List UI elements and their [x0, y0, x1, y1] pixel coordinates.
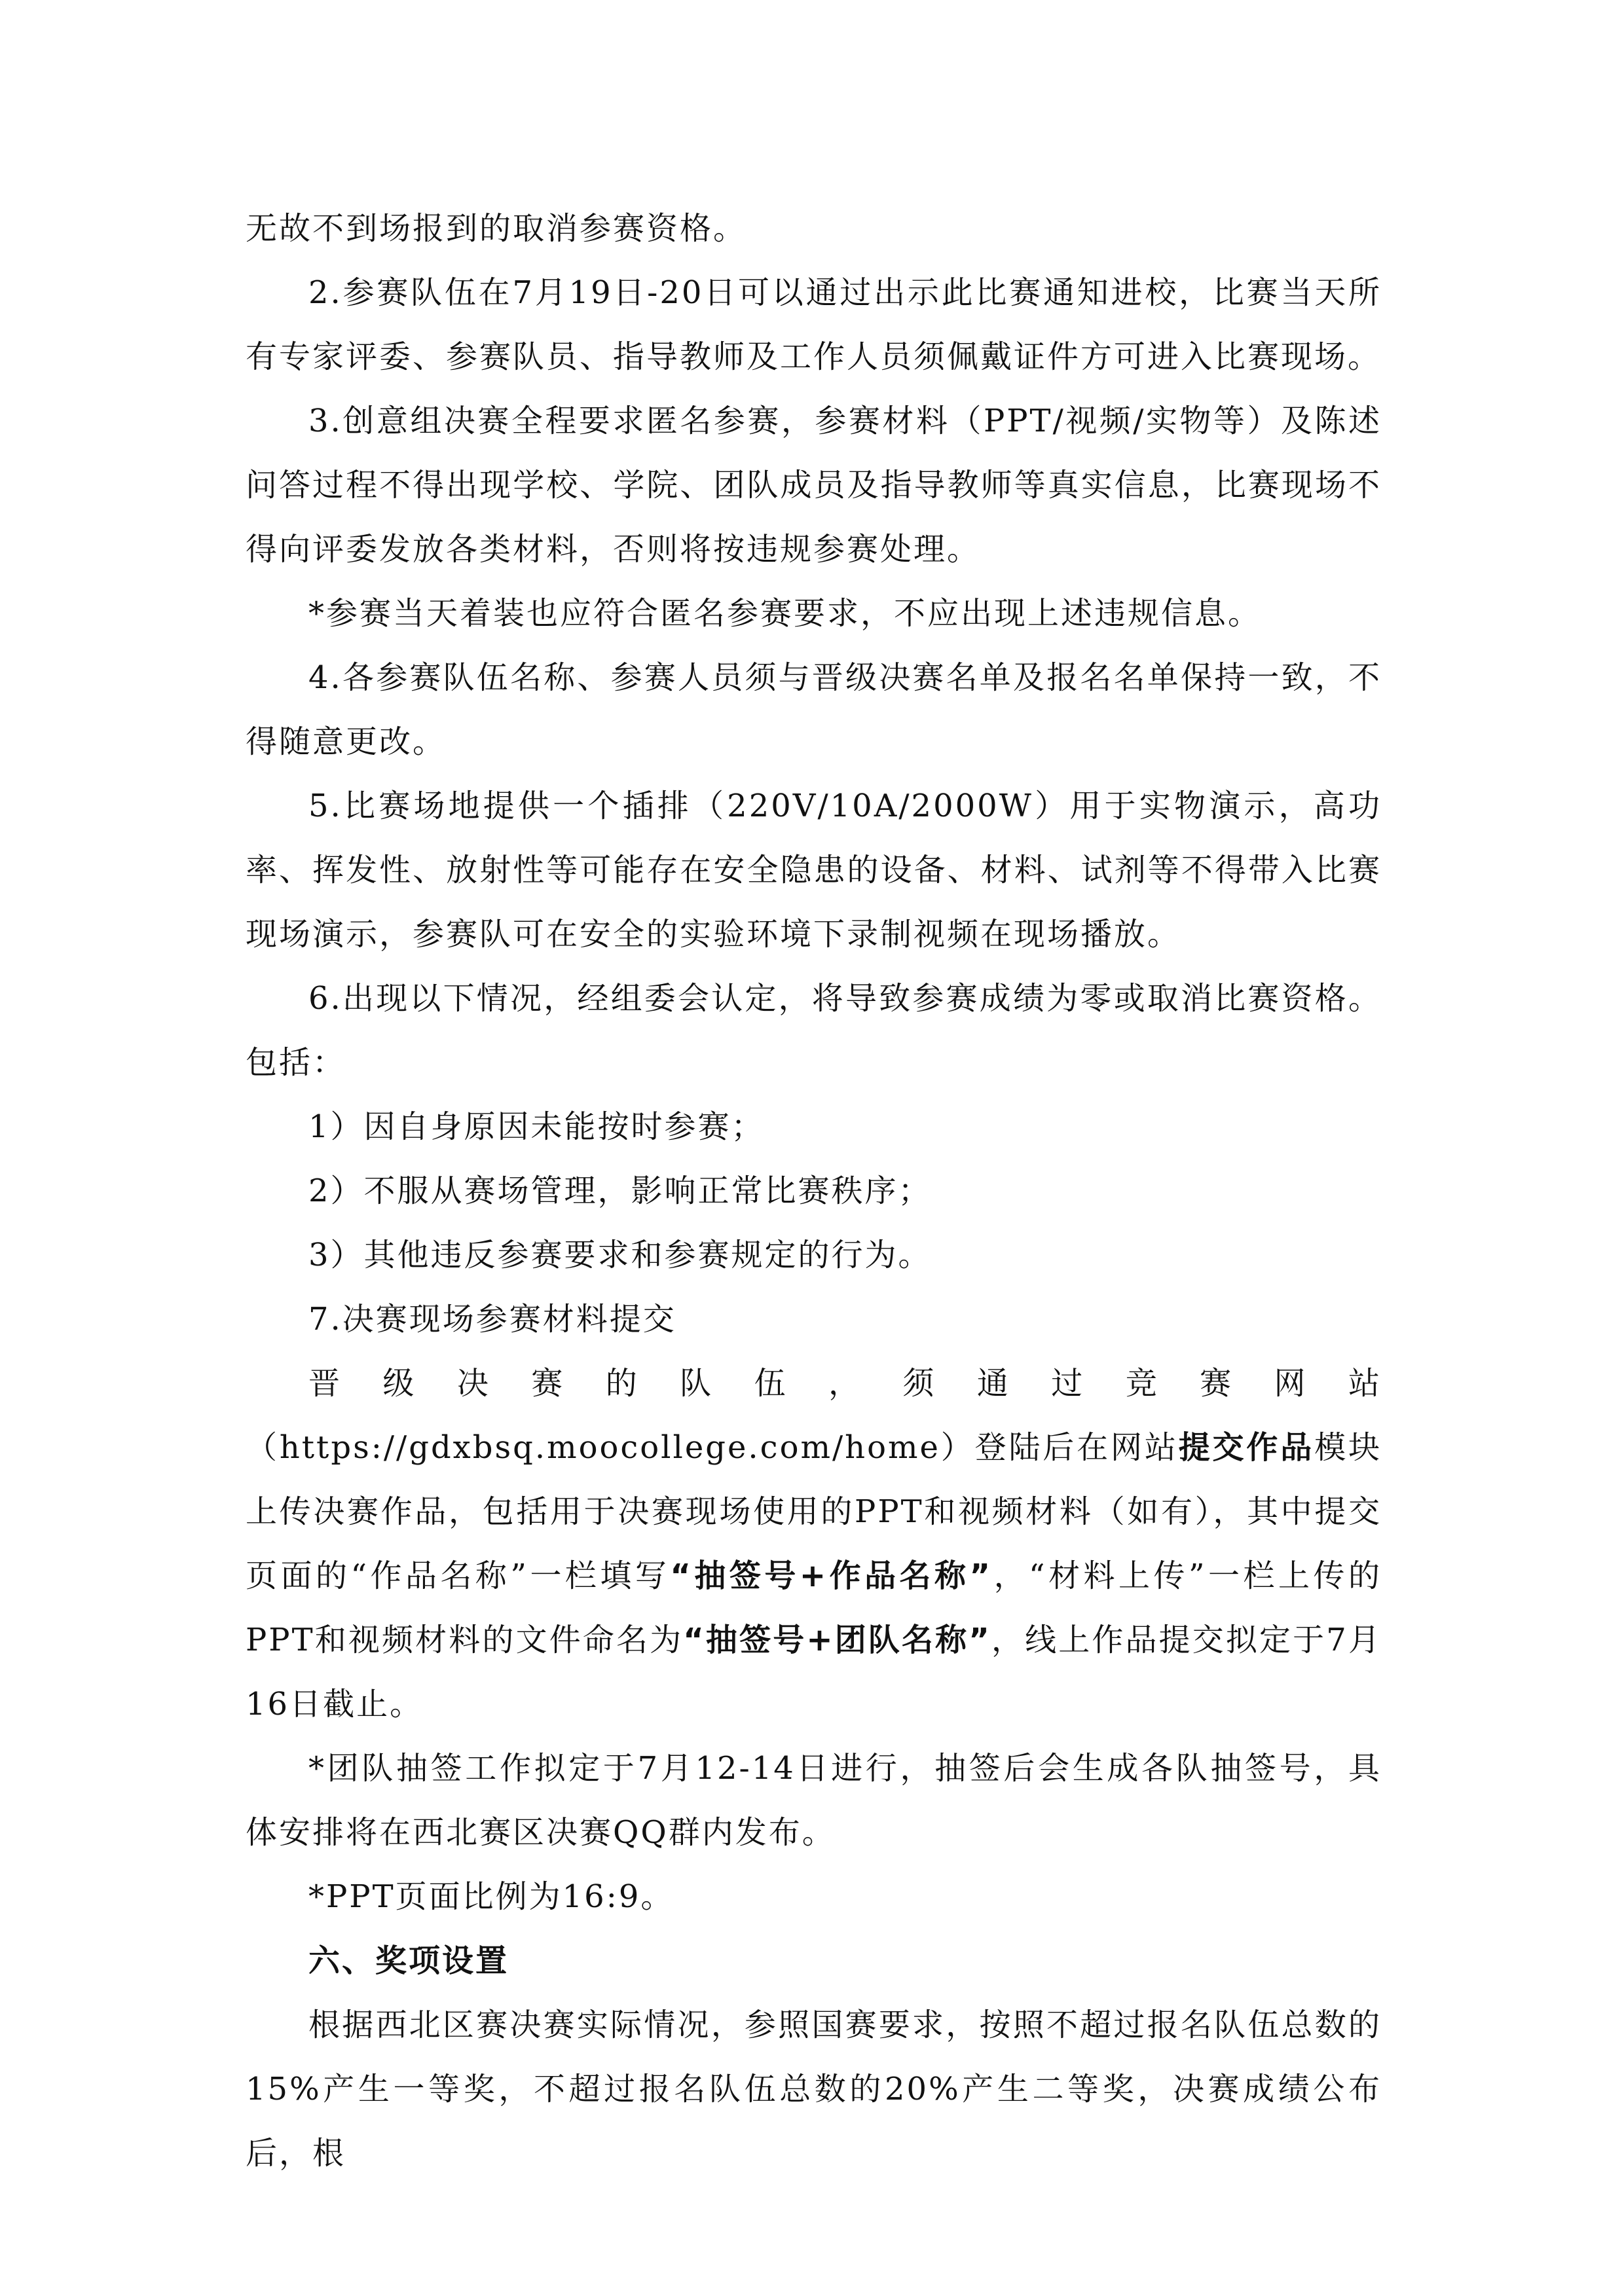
paragraph-7-note-ppt: *PPT页面比例为16:9。 [308, 1878, 674, 1915]
paragraph-7-note-draw: *团队抽签工作拟定于7月12-14日进行，抽签后会生成各队抽签号，具体安排将在西北赛区决赛QQ群内发布。 [246, 1750, 1382, 1851]
paragraph-5-power: 5.比赛场地提供一个插排（220V/10A/2000W）用于实物演示，高功率、挥发性、放射性等可能存在安全隐患的设备、材料、试剂等不得带入比赛现场演示，参赛队可在安全的实验环境下录制视频在现场播放。 [246, 788, 1382, 953]
document-body [246, 196, 1382, 2185]
file-name-format: “抽签号+团队名称” [683, 1622, 991, 1658]
paragraph-7-title: 7.决赛现场参赛材料提交 [308, 1301, 676, 1338]
violation-item-2: 2）不服从赛场管理，影响正常比赛秩序； [308, 1173, 932, 1209]
submission-text-1: 晋级决赛的队伍，须通过竞赛网站（https://gdxbsq.moocollege.com/home）登陆后在网站 [246, 1365, 1382, 1466]
paragraph-disqualify: 无故不到场报到的取消参赛资格。 [246, 210, 747, 247]
section-6-paragraph: 根据西北区赛决赛实际情况，参照国赛要求，按照不超过报名队伍总数的15%产生一等奖，不超过报名队伍总数的20%产生二等奖，决赛成绩公布后，根 [246, 2007, 1382, 2172]
paragraph-2-entry: 2.参赛队伍在7月19日-20日可以通过出示此比赛通知进校，比赛当天所有专家评委、参赛队员、指导教师及工作人员须佩戴证件方可进入比赛现场。 [246, 274, 1382, 375]
violation-item-1: 1）因自身原因未能按时参赛； [308, 1108, 765, 1145]
submission-text-3: ，“材料上传”一栏上传的PPT和视频材料的文件命名为 [246, 1558, 1382, 1658]
work-name-format: “抽签号+作品名称” [670, 1558, 993, 1594]
submission-module-name: 提交作品 [1178, 1429, 1315, 1466]
paragraph-3-anonymous: 3.创意组决赛全程要求匿名参赛，参赛材料（PPT/视频/实物等）及陈述问答过程不得出现学校、学院、团队成员及指导教师等真实信息，比赛现场不得向评委发放各类材料，否则将按违规参赛处理。 [246, 403, 1382, 568]
paragraph-7-submission [246, 1351, 1382, 1736]
paragraph-3-note: *参赛当天着装也应符合匿名参赛要求，不应出现上述违规信息。 [308, 595, 1262, 632]
paragraph-4-names: 4.各参赛队伍名称、参赛人员须与晋级决赛名单及报名名单保持一致，不得随意更改。 [246, 659, 1382, 760]
submission-text-4: ，线上作品提交拟定于7月16日截止。 [246, 1622, 1382, 1722]
section-6-heading: 六、奖项设置 [308, 1942, 509, 1979]
paragraph-6-violations: 6.出现以下情况，经组委会认定，将导致参赛成绩为零或取消比赛资格。包括： [246, 980, 1382, 1081]
violation-item-3: 3）其他违反参赛要求和参赛规定的行为。 [308, 1237, 932, 1273]
submission-text-2: 模块上传决赛作品，包括用于决赛现场使用的PPT和视频材料（如有），其中提交页面的“作品名称”一栏填写 [246, 1429, 1382, 1594]
